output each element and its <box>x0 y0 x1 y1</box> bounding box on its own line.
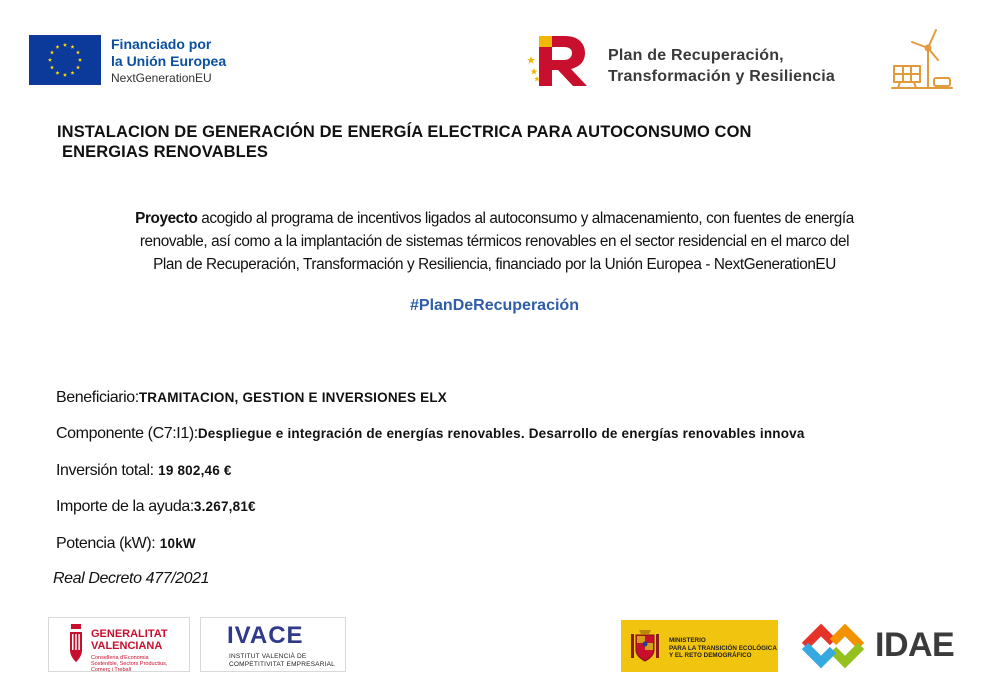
potencia-value: 10kW <box>159 536 196 551</box>
componente-value: Despliegue e integración de energías renovables. Desarrollo de energías renovables innova <box>197 426 805 441</box>
eu-logo-line-2: la Unión Europea <box>111 53 227 69</box>
ivace-wordmark: IVACE <box>227 622 304 649</box>
field-potencia <box>56 535 946 559</box>
beneficiario-value: TRAMITACION, GESTION E INVERSIONES ELX <box>138 390 447 405</box>
project-line-1 <box>40 207 949 230</box>
beneficiario-label: Beneficiario: <box>56 389 139 406</box>
project-lead: Proyecto <box>135 210 198 227</box>
field-inversion-total <box>56 462 946 486</box>
gva-line-2: VALENCIANA <box>91 640 163 652</box>
idae-logo <box>795 620 955 672</box>
eu-logo-line-1: Financiado por <box>111 36 212 52</box>
ministerio-line-3: Y EL RETO DEMOGRÁFICO <box>669 652 752 659</box>
componente-label: Componente (C7:I1): <box>56 425 198 442</box>
title-line-2: ENERGIAS RENOVABLES <box>62 143 269 161</box>
inversion-value: 19 802,46 € <box>158 463 232 478</box>
project-line-3: Plan de Recuperación, Transformación y Resiliencia, financiado por la Unión Europea - NextGenerationEU <box>153 256 836 273</box>
wind-turbine-solar-panel-icon <box>890 28 954 92</box>
inversion-label: Inversión total: <box>56 462 154 479</box>
ministerio-transicion-ecologica-logo <box>621 620 778 672</box>
ivace-sub-2: COMPETITIVITAT EMPRESARIAL <box>229 661 335 668</box>
eu-funding-logo <box>29 35 269 87</box>
project-description <box>40 207 949 276</box>
generalitat-valenciana-logo <box>48 617 190 672</box>
generalitat-emblem-icon <box>68 624 84 664</box>
prtr-logo <box>525 32 870 90</box>
field-importe-ayuda <box>56 498 946 522</box>
ivace-sub-1: INSTITUT VALENCIÀ DE <box>229 653 307 660</box>
field-beneficiario <box>56 389 946 413</box>
prtr-logo-line-1: Plan de Recuperación, <box>608 47 784 64</box>
document-title <box>57 122 942 168</box>
spain-coat-of-arms-icon <box>629 628 661 664</box>
field-componente <box>56 425 946 449</box>
title-line-1: INSTALACION DE GENERACIÓN DE ENERGÍA ELECTRICA PARA AUTOCONSUMO CON <box>57 123 752 141</box>
importe-value: 3.267,81€ <box>193 499 256 514</box>
decree-reference: Real Decreto 477/2021 <box>53 570 210 587</box>
gva-sub-3: Comerç i Treball <box>91 667 132 673</box>
gva-sub-2: Sostenible, Sectors Productius, <box>91 661 168 667</box>
project-line-1-text: acogido al programa de incentivos ligados al autoconsumo y almacenamiento, con fuentes de energía <box>197 210 854 227</box>
idae-wordmark: IDAE <box>875 626 955 664</box>
potencia-label: Potencia (kW): <box>56 535 156 552</box>
prtr-logo-line-2: Transformación y Resiliencia <box>608 68 836 85</box>
prtr-mark-icon <box>525 32 591 88</box>
ivace-logo <box>200 617 346 672</box>
eu-logo-line-3: NextGenerationEU <box>111 71 212 85</box>
ministerio-line-2: PARA LA TRANSICIÓN ECOLÓGICA <box>669 645 777 652</box>
hashtag: #PlanDeRecuperación <box>410 297 579 314</box>
gva-sub-1: Conselleria d'Economia <box>91 655 149 661</box>
eu-flag-icon <box>29 35 101 85</box>
gva-line-1: GENERALITAT <box>91 628 168 640</box>
importe-label: Importe de la ayuda: <box>56 498 194 515</box>
project-line-2: renovable, así como a la implantación de sistemas térmicos renovables en el sector residencial en el marco del <box>139 233 850 250</box>
idae-mark-icon <box>795 620 871 672</box>
ministerio-line-1: MINISTERIO <box>669 637 706 644</box>
